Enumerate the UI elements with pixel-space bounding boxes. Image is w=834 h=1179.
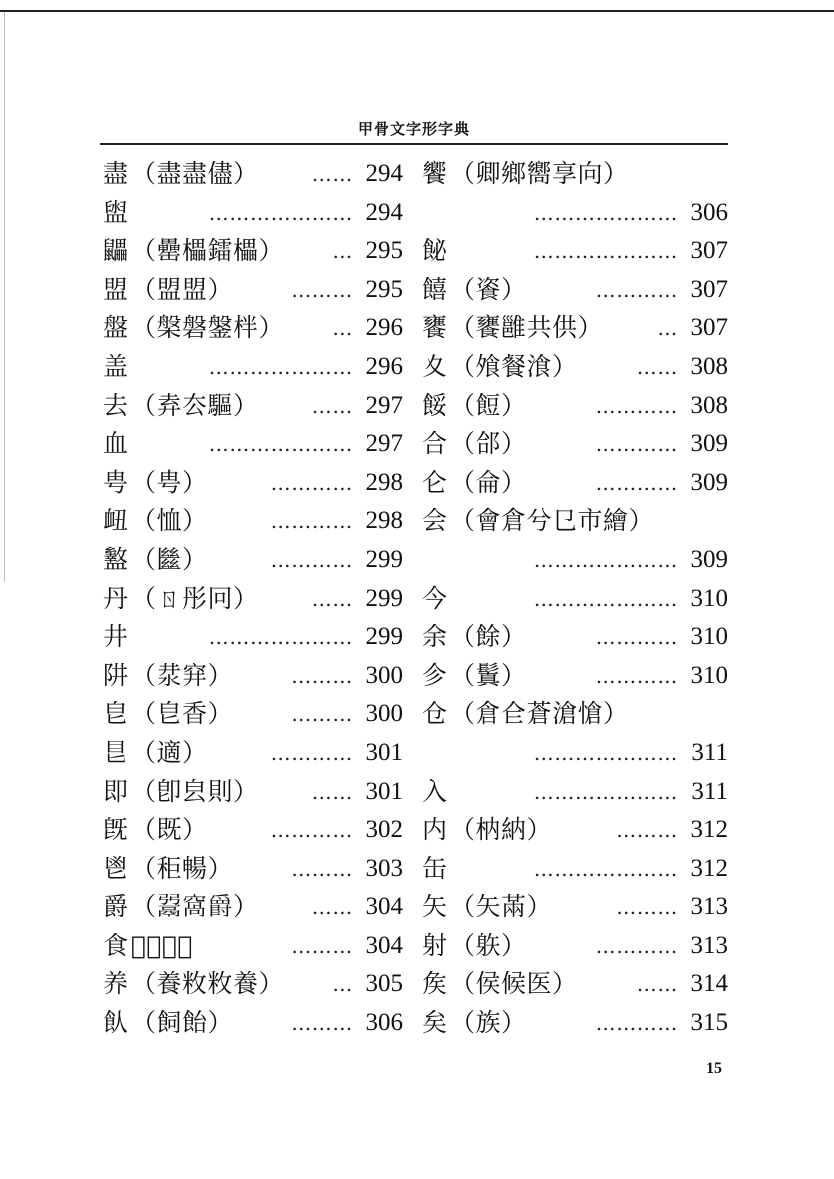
entry-page-number: 300 [365,661,403,689]
entry-variants: （𠊊仓） [131,930,194,960]
entry-page-number: 315 [690,1009,728,1037]
entry-variants: （槃磐鎜柈） [131,313,285,343]
index-entry [422,464,728,503]
entry-head-character: 皀 [103,699,129,729]
index-entry [422,657,728,696]
index-entry [422,888,728,927]
index-entry [422,155,728,194]
entry-leader-dots: ………………… [208,200,353,225]
entry-head-character: 去 [103,390,129,420]
entry-variants: （既） [131,815,208,845]
entry-head-character: 养 [103,969,129,999]
entry-leader-dots: ………… [595,277,678,302]
entry-page-number: 314 [690,970,728,998]
entry-head-character: 会 [422,506,448,536]
entry-head-character: 盡 [103,159,129,188]
entry-leader-dots: …… [311,895,353,920]
entry-variants: （弆厺驅） [131,390,259,420]
index-entry [103,773,403,812]
entry-leader-dots: ………………… [533,239,678,264]
entry-leader-dots: … [657,316,678,341]
entry-variants: （矢㒼） [450,892,553,922]
entry-head-character: 𥃩 [103,737,129,767]
entry-leader-dots: ……… [291,277,353,302]
entry-leader-dots: ………… [270,509,353,534]
entry-leader-dots: ………… [270,470,353,495]
index-entry [103,271,403,310]
entry-variants: （秬暢） [131,853,234,883]
entry-head-character: 夊 [422,351,448,381]
entry-leader-dots: ………… [270,818,353,843]
entry-page-number: 312 [690,816,728,844]
entry-page-number: 303 [365,854,403,882]
entry-page-number: 309 [690,468,728,496]
entry-variants: （盟盟） [131,274,234,304]
index-entry [422,580,728,619]
entry-page-number: 294 [365,198,403,226]
entry-page-number: 308 [690,352,728,380]
entry-page-number: 296 [365,352,403,380]
entry-variants: （餈） [450,274,527,304]
entry-page-number: 312 [690,854,728,882]
entry-page-number: 298 [365,507,403,535]
entry-page-number: 298 [365,468,403,496]
entry-page-number: 299 [365,623,403,651]
entry-leader-dots: ……… [616,895,678,920]
entry-head-character: 鼺 [103,236,129,266]
entry-leader-dots: ………………… [533,586,678,611]
top-rule [0,10,834,12]
index-entry [103,888,403,927]
entry-head-character: 盖 [103,351,129,381]
entry-leader-dots: …… [311,779,353,804]
index-entry [103,348,403,387]
index-entry [103,232,403,271]
entry-head-character: 飶 [422,236,448,266]
entry-leader-dots: ………… [595,432,678,457]
entry-leader-dots: ………… [270,740,353,765]
entry-head-character: 盟 [103,274,129,304]
entry-leader-dots: … [332,239,353,264]
entry-page-number: 299 [365,584,403,612]
entry-page-number: 307 [690,237,728,265]
entry-page-number: 297 [365,430,403,458]
entry-variants: （皀香） [131,699,234,729]
entry-leader-dots: …… [311,393,353,418]
entry-leader-dots: ………………… [208,432,353,457]
entry-variants: （鬒） [450,660,527,690]
index-entry [103,155,403,194]
entry-head-character: 矦 [422,969,448,999]
entry-head-character: 盥 [103,197,129,227]
index-entry [103,541,403,580]
index-entry [422,695,728,734]
entry-variants: （㡭） [131,544,208,574]
index-entry [103,309,403,348]
entry-leader-dots: ……… [616,818,678,843]
entry-variants: （枘納） [450,815,553,845]
entry-page-number: 301 [365,738,403,766]
entry-head-character: 盤 [103,313,129,343]
entry-head-character: 旣 [103,815,129,845]
index-entry [422,348,728,387]
entry-head-character: 饗 [422,159,448,188]
entry-head-character: 食 [103,930,129,960]
entry-variants: （䠶） [450,930,527,960]
index-entry [103,580,403,619]
index-entry [103,464,403,503]
index-entry [103,194,403,233]
entry-leader-dots: ………… [595,625,678,650]
entry-leader-dots: ………………… [533,779,678,804]
entry-variants: （甹） [131,467,208,497]
index-entry [422,541,728,580]
entry-variants: （卽㿝則） [131,776,259,806]
index-entry [103,734,403,773]
entry-head-character: 丹 [103,583,129,613]
entry-page-number: 300 [365,700,403,728]
entry-page-number: 311 [691,738,728,766]
entry-head-character: 即 [103,776,129,806]
entry-leader-dots: …… [636,354,678,379]
entry-page-number: 306 [365,1009,403,1037]
entry-head-character: 仓 [422,699,448,729]
entry-head-character: 矢 [422,892,448,922]
entry-page-number: 306 [690,198,728,226]
header-rule [100,143,728,145]
entry-head-character: 餒 [422,390,448,420]
entry-leader-dots: ………… [595,470,678,495]
entry-variants: （養敉敉養） [131,969,285,999]
index-entry [422,618,728,657]
entry-variants: （恤） [131,506,208,536]
entry-head-character: 今 [422,583,448,613]
entry-leader-dots: ………… [595,663,678,688]
entry-page-number: 302 [365,816,403,844]
entry-head-character: 入 [422,776,448,806]
entry-variants: （適） [131,737,208,767]
entry-page-number: 310 [690,584,728,612]
entry-leader-dots: ……… [291,933,353,958]
entry-page-number: 305 [365,970,403,998]
entry-head-character: 鬯 [103,853,129,883]
entry-leader-dots: ……… [291,1011,353,1036]
entry-head-character: 饎 [422,274,448,304]
entry-head-character: 井 [103,622,129,652]
index-entry [422,850,728,889]
entry-leader-dots: ………… [595,393,678,418]
running-header: 甲骨文字形字典 [357,120,470,138]
entry-page-number: 310 [690,623,728,651]
entry-head-character: 爵 [103,892,129,922]
index-entry [422,927,728,966]
index-entry [103,1004,403,1043]
entry-variants: （飧餐湌） [450,351,578,381]
entry-leader-dots: ……… [291,663,353,688]
entry-head-character: 射 [422,930,448,960]
entry-variants: （𩰲窩爵） [131,892,259,922]
entry-head-character: 衄 [103,506,129,536]
entry-page-number: 307 [690,275,728,303]
entry-leader-dots: …… [311,162,353,186]
entry-page-number: 307 [690,314,728,342]
entry-leader-dots: ………………… [533,740,678,765]
entry-page-number: 309 [690,430,728,458]
entry-head-character: 缶 [422,853,448,883]
entry-leader-dots: ………………… [208,625,353,650]
index-entry [422,734,728,773]
index-entry [422,232,728,271]
entry-head-character: 血 [103,429,129,459]
index-entry [422,387,728,426]
entry-variants: （族） [450,1008,527,1038]
entry-head-character: 㐱 [422,660,448,690]
entry-variants: （侖） [450,467,527,497]
index-entry [422,1004,728,1043]
index-entry [103,695,403,734]
entry-variants: （餖） [450,390,527,420]
index-entry [103,965,403,1004]
entry-head-character: 盭 [103,544,129,574]
entry-variants: （盡盡儘） [131,159,259,188]
entry-leader-dots: ……… [291,702,353,727]
entry-page-number: 304 [365,893,403,921]
index-entry [103,618,403,657]
entry-page-number: 294 [365,160,403,187]
entry-page-number: 313 [690,893,728,921]
entry-leader-dots: …… [636,972,678,997]
page-number: 15 [706,1060,722,1077]
entry-page-number: 297 [365,391,403,419]
entry-variants: （卿鄉嚮享向） [450,159,629,188]
index-entry [103,811,403,850]
index-entry [422,502,728,541]
index-entry [422,271,728,310]
entry-leader-dots: ………………… [533,856,678,881]
entry-leader-dots: … [332,972,353,997]
entry-head-character: 飤 [103,1008,129,1038]
index-entry [103,850,403,889]
entry-page-number: 301 [365,777,403,805]
entry-head-character: 合 [422,429,448,459]
entry-head-character: 甹 [103,467,129,497]
entry-head-character: 仑 [422,467,448,497]
index-entry [422,194,728,233]
entry-variants: （饔雝共供） [450,313,604,343]
entry-variants: （餘） [450,622,527,652]
entry-leader-dots: … [332,316,353,341]
entry-head-character: 饔 [422,313,448,343]
entry-page-number: 299 [365,545,403,573]
index-entry [422,425,728,464]
index-entry [103,502,403,541]
entry-variants: （罍櫑鐳櫑） [131,236,285,266]
entry-page-number: 295 [365,237,403,265]
index-entry [103,657,403,696]
entry-leader-dots: ……… [291,856,353,881]
entry-page-number: 295 [365,275,403,303]
entry-page-number: 311 [691,777,728,805]
entry-leader-dots: ………… [595,933,678,958]
entry-leader-dots: ………………… [533,200,678,225]
entry-page-number: 308 [690,391,728,419]
entry-variants: （汬穽） [131,660,234,690]
index-entry [103,927,403,966]
index-entry [103,387,403,426]
entry-page-number: 310 [690,661,728,689]
entry-variants: （郃） [450,429,527,459]
entry-variants: （侯候医） [450,969,578,999]
entry-page-number: 304 [365,931,403,959]
entry-leader-dots: ………… [270,547,353,572]
index-entry [103,425,403,464]
entry-page-number: 309 [690,545,728,573]
entry-page-number: 313 [690,931,728,959]
index-column-left [103,155,403,1043]
index-entry [422,309,728,348]
index-column-right [422,155,728,1043]
entry-variants: （飼飴） [131,1008,234,1038]
entry-head-character: 内 [422,815,448,845]
entry-variants: （倉仺蒼滄愴） [450,699,629,729]
gutter-line [4,12,5,582]
entry-leader-dots: …… [311,586,353,611]
entry-leader-dots: ………… [595,1011,678,1036]
entry-page-number: 296 [365,314,403,342]
index-entry [422,811,728,850]
entry-variants: （ㄖ彤冋） [131,583,259,613]
index-entry [422,773,728,812]
entry-head-character: 矣 [422,1008,448,1038]
index-entry [422,965,728,1004]
entry-leader-dots: ………………… [533,547,678,572]
entry-head-character: 阱 [103,660,129,690]
entry-head-character: 余 [422,622,448,652]
entry-variants: （會倉兮㔾市繪） [450,506,655,536]
entry-leader-dots: ………………… [208,354,353,379]
